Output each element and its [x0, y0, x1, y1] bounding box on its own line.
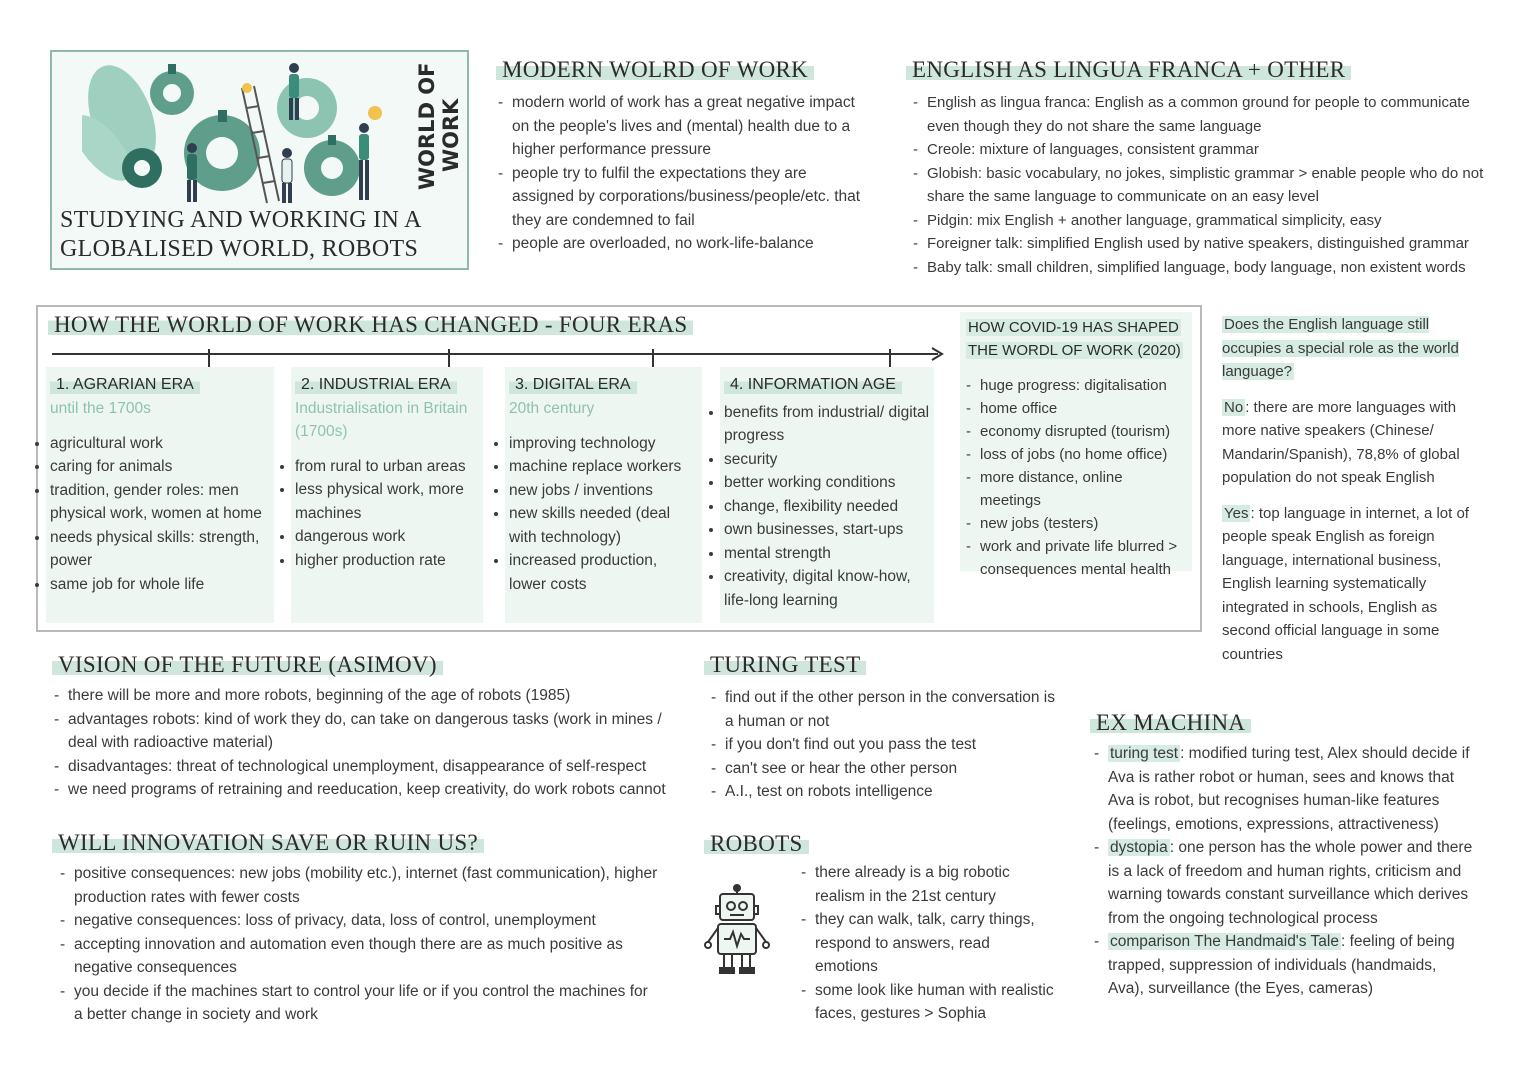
list-item: - huge progress: digitalisation [966, 377, 1167, 394]
list-item: - Creole: mixture of languages, consistent grammar [913, 138, 1493, 162]
vertical-title [412, 60, 462, 210]
list-item: - some look like human with realistic faces, gestures > Sophia [801, 979, 1056, 1026]
list-item: • benefits from industrial/ digital progress [724, 401, 930, 448]
list-item: - we need programs of retraining and reeducation, keep creativity, do work robots cannot [54, 778, 669, 802]
list-item: - Globish: basic vocabulary, no jokes, simplistic grammar > enable people who do not share the same language to communicate on an easy level [913, 162, 1493, 209]
list-item: - loss of jobs (no home office) [966, 446, 1168, 463]
list-item: - negative consequences: loss of privacy, data, loss of control, unemployment [60, 909, 660, 933]
list-item: • machine replace workers [509, 455, 698, 479]
list-item: - accepting innovation and automation even though there are as much positive as negative consequences [60, 933, 660, 980]
robots-list [801, 861, 1056, 1026]
list-item: • less physical work, more machines [295, 478, 479, 525]
subtitle-line2: GLOBALISED WORLD, ROBOTS [60, 236, 419, 262]
era-digital [505, 367, 702, 623]
list-item: - there already is a big robotic realism in the 21st century [801, 861, 1056, 908]
list-item: • same job for whole life [50, 573, 270, 597]
era-title: 2. INDUSTRIAL ERA [295, 374, 457, 396]
covid-panel [960, 312, 1192, 578]
english-role-question: Does the English language still occupies a special role as the world language? [1222, 316, 1459, 380]
list-item: • change, flexibility needed [724, 495, 930, 519]
list-item: - comparison The Handmaid's Tale : feeling of being trapped, suppression of individuals (handmaids, Ava), surveillance (the Eyes, cameras) [1094, 930, 1474, 1001]
robots-heading: ROBOTS [704, 831, 809, 857]
era-title: 1. AGRARIAN ERA [50, 374, 200, 396]
list-item: - people try to fulfil the expectations they are assigned by corporations/business/people/etc. that they are condemned to fail [498, 162, 863, 233]
list-item: - A.I., test on robots intelligence [711, 780, 1061, 804]
eras-heading: HOW THE WORLD OF WORK HAS CHANGED - FOUR ERAS [48, 312, 693, 338]
asimov-heading: VISION OF THE FUTURE (ASIMOV) [52, 652, 443, 678]
timeline-arrow-icon [930, 346, 946, 362]
list-item: - home office [966, 400, 1058, 417]
modern-world-list [498, 91, 863, 256]
list-item: - more distance, online meetings [966, 469, 1123, 509]
ex-machina-heading: EX MACHINA [1090, 710, 1251, 736]
ex-machina-list [1094, 742, 1474, 1001]
list-item: - work and private life blurred > consequences mental health [966, 538, 1178, 578]
robot-icon [704, 884, 770, 980]
list-item: - positive consequences: new jobs (mobility etc.), internet (fast communication), higher production rates with fewer costs [60, 862, 660, 909]
list-item: • caring for animals [50, 455, 270, 479]
list-item: • improving technology [509, 432, 698, 456]
timeline-line [52, 353, 938, 355]
turing-list [711, 686, 1061, 804]
list-item: - Pidgin: mix English + another language, grammatical simplicity, easy [913, 209, 1493, 233]
list-item: - there will be more and more robots, beginning of the age of robots (1985) [54, 684, 669, 708]
era-title: 4. INFORMATION AGE [724, 374, 902, 396]
list-item: • own businesses, start-ups [724, 518, 930, 542]
english-role-no: No : there are more languages with more native speakers (Chinese/ Mandarin/Spanish), 78,8% of global population do not speak English [1222, 398, 1460, 486]
english-role-panel [1222, 313, 1477, 666]
english-list [913, 91, 1493, 279]
modern-world-heading: MODERN WOLRD OF WORK [496, 57, 814, 83]
list-item: - people are overloaded, no work-life-balance [498, 232, 863, 256]
list-item: - if you don't find out you pass the test [711, 733, 1061, 757]
era-industrial [291, 367, 483, 623]
list-item: - Baby talk: small children, simplified language, body language, non existent words [913, 256, 1493, 280]
list-item: • needs physical skills: strength, power [50, 526, 270, 573]
list-item: - new jobs (testers) [966, 515, 1099, 532]
list-item: - disadvantages: threat of technological unemployment, disappearance of self-respect [54, 755, 669, 779]
title-card [50, 50, 469, 270]
era-information [720, 367, 934, 623]
asimov-list [54, 684, 669, 802]
vertical-title-line1: WORLD OF [415, 62, 439, 190]
list-item: - can't see or hear the other person [711, 757, 1061, 781]
list-item: • increased production, lower costs [509, 549, 698, 596]
list-item: • from rural to urban areas [295, 455, 479, 479]
list-item: - you decide if the machines start to control your life or if you control the machines for a better change in society and work [60, 980, 660, 1027]
subtitle-line1: STUDYING AND WORKING IN A [60, 207, 422, 233]
era-subtitle: Industrialisation in Britain (1700s) [295, 399, 468, 440]
era-title: 3. DIGITAL ERA [509, 374, 637, 396]
list-item: - economy disrupted (tourism) [966, 423, 1171, 440]
list-item: - modern world of work has a great negative impact on the people's lives and (mental) health due to a higher performance pressure [498, 91, 863, 162]
innovation-heading: WILL INNOVATION SAVE OR RUIN US? [52, 830, 484, 856]
list-item: - turing test : modified turing test, Alex should decide if Ava is rather robot or human, sees and knows that Ava is robot, but recognises human-like features (feelings, emotions, expressions, attractiveness) [1094, 742, 1474, 836]
english-role-yes: Yes : top language in internet, a lot of people speak English as foreign language, international business, English learning systematically integrated in schools, English as second official language in some countries [1222, 504, 1469, 663]
list-item: - dystopia : one person has the whole power and there is a lack of freedom and human rights, criticism and warning towards constant surveillance which derives from the ongoing technological process [1094, 836, 1474, 930]
list-item: • creativity, digital know-how, life-long learning [724, 565, 930, 612]
list-item: • new jobs / inventions [509, 479, 698, 503]
era-agrarian [46, 367, 274, 623]
turing-heading: TURING TEST [704, 652, 866, 678]
list-item: • dangerous work [295, 525, 479, 549]
list-item: - Foreigner talk: simplified English used by native speakers, distinguished grammar [913, 232, 1493, 256]
list-item: - advantages robots: kind of work they do, can take on dangerous tasks (work in mines / deal with radioactive material) [54, 708, 669, 755]
covid-heading: HOW COVID-19 HAS SHAPED THE WORDL OF WORK (2020) [968, 319, 1181, 359]
era-subtitle: 20th century [509, 399, 595, 417]
list-item: - English as lingua franca: English as a common ground for people to communicate even though they do not share the same language [913, 91, 1493, 138]
list-item: • security [724, 448, 930, 472]
list-item: • better working conditions [724, 471, 930, 495]
era-subtitle: until the 1700s [50, 399, 151, 417]
list-item: • mental strength [724, 542, 930, 566]
list-item: - they can walk, talk, carry things, respond to answers, read emotions [801, 908, 1056, 979]
title-card-subtitle [60, 206, 422, 264]
list-item: • agricultural work [50, 432, 270, 456]
innovation-list [60, 862, 660, 1027]
english-heading: ENGLISH AS LINGUA FRANCA + OTHER [906, 57, 1351, 83]
list-item: • higher production rate [295, 549, 479, 573]
list-item: • new skills needed (deal with technology) [509, 502, 698, 549]
list-item: - find out if the other person in the conversation is a human or not [711, 686, 1061, 733]
vertical-title-line2: WORK [439, 98, 462, 172]
list-item: • tradition, gender roles: men physical work, women at home [50, 479, 270, 526]
